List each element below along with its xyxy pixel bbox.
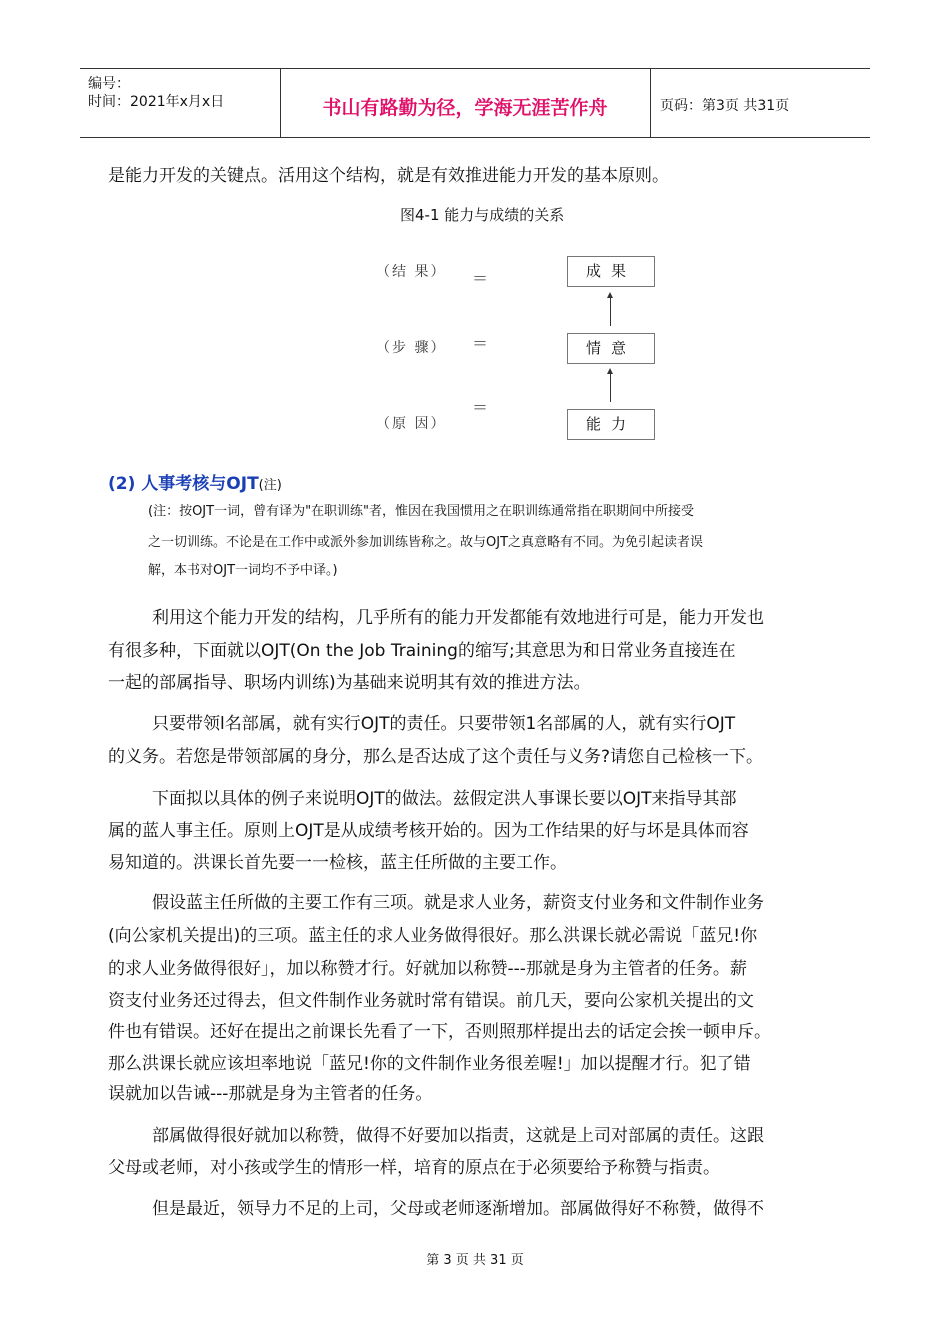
paragraph-line: 一起的部属指导、职场内训练)为基础来说明其有效的推进方法。 (108, 673, 591, 693)
section-heading (108, 469, 282, 494)
motto: 书山有路勤为径，学海无涯苦作舟 (322, 97, 608, 119)
paragraph-line: 有很多种，下面就以OJT(On the Job Training的缩写;其意思为和日常业务直接连在 (108, 641, 736, 661)
paragraph-line: 下面拟以具体的例子来说明OJT的做法。兹假定洪人事课长要以OJT来指导其部 (152, 789, 737, 809)
diagram-equals-1: ＝ (472, 269, 489, 288)
header-motto-cell (280, 69, 651, 137)
diagram-label-steps: （步 骤） (376, 340, 447, 356)
paragraph-line: 假设蓝主任所做的主要工作有三项。就是求人业务，薪资支付业务和文件制作业务 (152, 893, 764, 913)
note-line: 之一切训练。不论是在工作中或派外参加训练皆称之。故与OJT之真意略有不同。为免引起读者误 (148, 535, 704, 550)
paragraph-line: 属的蓝人事主任。原则上OJT是从成绩考核开始的。因为工作结果的好与坏是具体而容 (108, 821, 749, 841)
diagram-box-emotion: 情意 (567, 333, 655, 364)
diagram-label-result: （结 果） (376, 264, 447, 280)
paragraph-line: (向公家机关提出)的三项。蓝主任的求人业务做得很好。那么洪课长就必需说「蓝兄!你 (108, 926, 758, 946)
paragraph-line: 资支付业务还过得去，但文件制作业务就时常有错误。前几天，要向公家机关提出的文 (108, 991, 754, 1011)
arrow-up-icon (610, 372, 611, 402)
diagram-equals-2: ＝ (472, 334, 489, 353)
paragraph-line: 的求人业务做得很好」，加以称赞才行。好就加以称赞---那就是身为主管者的任务。薪 (108, 959, 747, 979)
paragraph-line: 父母或老师，对小孩或学生的情形一样，培育的原点在于必须要给予称赞与指责。 (108, 1158, 720, 1178)
header-meta-cell (80, 69, 281, 137)
note-line: (注：按OJT一词，曾有译为"在职训练"者，惟因在我国惯用之在职训练通常指在职期间中所接受 (148, 504, 695, 519)
paragraph-line: 只要带领l名部属，就有实行OJT的责任。只要带领1名部属的人，就有实行OJT (152, 714, 736, 734)
number-label: 编号： (88, 76, 130, 92)
paragraph-line: 但是最近，领导力不足的上司，父母或老师逐渐增加。部属做得好不称赞，做得不 (152, 1199, 764, 1219)
diagram-box-ability: 能力 (567, 409, 655, 440)
note-line: 解，本书对OJT一词均不予中译。) (148, 563, 338, 578)
paragraph-line: 部属做得很好就加以称赞，做得不好要加以指责，这就是上司对部属的责任。这跟 (152, 1126, 764, 1146)
page-info: 页码：第3页 共31页 (660, 98, 790, 114)
paragraph-line: 利用这个能力开发的结构，几乎所有的能力开发都能有效地进行可是，能力开发也 (152, 608, 764, 628)
section-note-tag: (注) (258, 478, 282, 493)
section-title: (2) 人事考核与OJT (108, 474, 259, 494)
time-label: 时间：2021年x月x日 (88, 94, 225, 110)
arrow-up-icon (610, 296, 611, 326)
paragraph-line: 易知道的。洪课长首先要一一检核，蓝主任所做的主要工作。 (108, 853, 567, 873)
paragraph-line: 的义务。若您是带领部属的身分，那么是否达成了这个责任与义务?请您自己检核一下。 (108, 747, 764, 767)
diagram-label-cause: （原 因） (376, 416, 447, 432)
paragraph-line: 那么洪课长就应该坦率地说「蓝兄!你的文件制作业务很差喔!」加以提醒才行。犯了错 (108, 1054, 751, 1074)
page-footer: 第 3 页 共 31 页 (426, 1253, 524, 1268)
paragraph-line: 误就加以告诫---那就是身为主管者的任务。 (108, 1084, 433, 1104)
figure-title: 图4-1 能力与成绩的关系 (400, 206, 565, 224)
diagram-equals-3: ＝ (472, 398, 489, 417)
page-header (80, 68, 870, 138)
header-page-cell (650, 69, 870, 137)
intro-line: 是能力开发的关键点。活用这个结构，就是有效推进能力开发的基本原则。 (108, 166, 669, 186)
diagram-box-result: 成果 (567, 256, 655, 287)
paragraph-line: 件也有错误。还好在提出之前课长先看了一下，否则照那样提出去的话定会挨一顿申斥。 (108, 1022, 771, 1042)
